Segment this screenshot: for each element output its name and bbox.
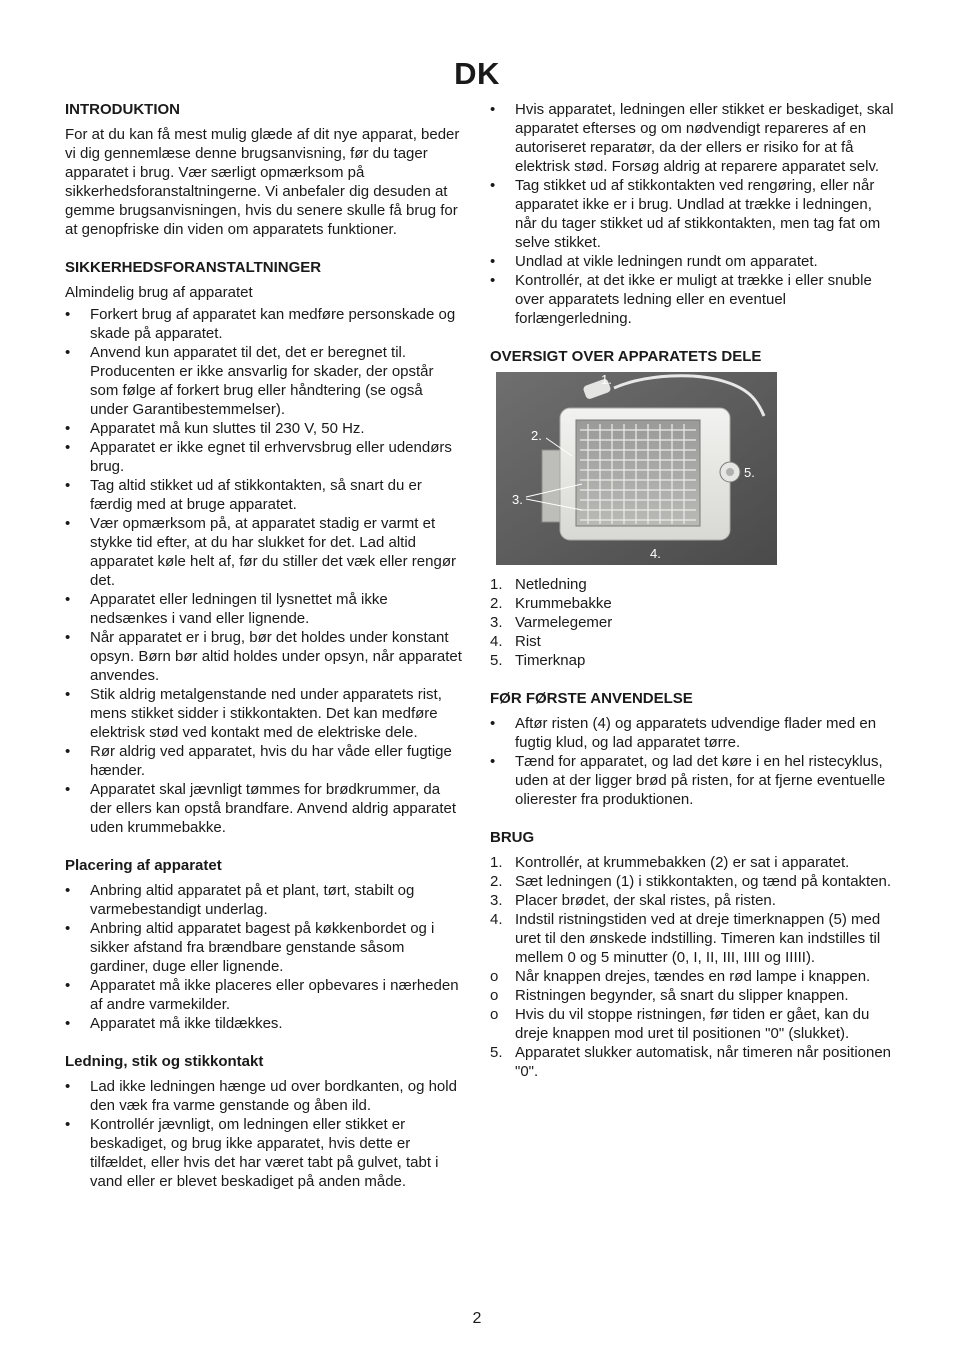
toaster-photo bbox=[496, 372, 777, 565]
list-item: • Hvis apparatet, ledningen eller stikket er beskadiget, skal apparatet efterses og om nødvendigt repareres af en autoriseret reparatør, da der ellers er risiko for at få elektrisk stød. Forsøg aldrig at reparere apparatet selv. bbox=[490, 100, 895, 176]
list-marker: 2. bbox=[490, 873, 503, 890]
right-column bbox=[490, 100, 895, 1081]
list-item: • Vær opmærksom på, at apparatet stadig er varmt et stykke tid efter, at du har slukket for det. Lad altid apparatet køle helt af, før du stiller det væk eller rengør det. bbox=[65, 514, 465, 590]
page-number: 2 bbox=[472, 1310, 482, 1327]
list-item bbox=[490, 1043, 895, 1081]
list-item: • Apparatet må ikke placeres eller opbevares i nærheden af andre varmekilder. bbox=[65, 976, 465, 1014]
list-text: Apparatet slukker automatisk, når timeren når positionen "0". bbox=[515, 1044, 892, 1080]
list-item: • Anbring altid apparatet bagest på køkkenbordet og i sikker afstand fra brændbare genstande såsom gardiner, duge eller lignende. bbox=[65, 919, 465, 976]
placement-title: Placering af apparatet bbox=[65, 857, 222, 874]
list-item bbox=[490, 891, 895, 910]
list-marker: o bbox=[490, 968, 499, 985]
list-item: • Anbring altid apparatet på et plant, tørt, stabilt og varmebestandigt underlag. bbox=[65, 881, 465, 919]
list-number: 2. bbox=[490, 595, 503, 612]
usage-title: BRUG bbox=[490, 829, 535, 846]
list-number: 5. bbox=[490, 652, 503, 669]
list-item bbox=[490, 575, 895, 594]
list-item bbox=[490, 613, 895, 632]
safety-title: SIKKERHEDSFORANSTALTNINGER bbox=[65, 259, 322, 276]
list-item: • Forkert brug af apparatet kan medføre personskade og skade på apparatet. bbox=[65, 305, 465, 343]
list-item: • Apparatet eller ledningen til lysnettet må ikke nedsænkes i vand eller lignende. bbox=[65, 590, 465, 628]
list-item: • Aftør risten (4) og apparatets udvendige flader med en fugtig klud, og lad apparatet tørre. bbox=[490, 714, 895, 752]
list-item bbox=[490, 632, 895, 651]
parts-list bbox=[490, 575, 895, 670]
list-item: • Anvend kun apparatet til det, det er beregnet til. Producenten er ikke ansvarlig for skader, der opstår som følge af forkert brug eller håndtering (se også under Garantibestemmelser). bbox=[65, 343, 465, 419]
list-text: Sæt ledningen (1) i stikkontakten, og tænd på kontakten. bbox=[515, 873, 892, 890]
list-item: • Kontrollér, at det ikke er muligt at trække i eller snuble over apparatets ledning eller en eventuel forlængerledning. bbox=[490, 271, 895, 328]
placement-list bbox=[65, 881, 465, 1033]
list-text: Når knappen drejes, tændes en rød lampe i knappen. bbox=[515, 968, 871, 985]
list-marker: 5. bbox=[490, 1044, 503, 1061]
safety-subtitle: Almindelig brug af apparatet bbox=[65, 284, 253, 301]
list-marker: 4. bbox=[490, 911, 503, 928]
list-text: Krummebakke bbox=[515, 595, 612, 612]
list-item: • Tag altid stikket ud af stikkontakten, så snart du er færdig med at bruge apparatet. bbox=[65, 476, 465, 514]
list-text: Indstil ristningstiden ved at dreje timerknappen (5) med uret til den ønskede indstilling. Timeren kan indstilles til mellem 0 og 5 minutter (0, I, II, III, IIII og IIIII). bbox=[515, 911, 881, 966]
list-item bbox=[490, 967, 895, 986]
list-item: • Rør aldrig ved apparatet, hvis du har våde eller fugtige hænder. bbox=[65, 742, 465, 780]
first-use-title: FØR FØRSTE ANVENDELSE bbox=[490, 690, 693, 707]
list-item: • Tag stikket ud af stikkontakten ved rengøring, eller når apparatet ikke er i brug. Undlad at trække i ledningen, når du tager stikket ud af stikkontakten, men tag fat om selve stikket. bbox=[490, 176, 895, 252]
list-text: Ristningen begynder, så snart du slipper knappen. bbox=[515, 987, 849, 1004]
usage-list bbox=[490, 853, 895, 1081]
list-item bbox=[490, 651, 895, 670]
list-text: Kontrollér, at krummebakken (2) er sat i apparatet. bbox=[515, 854, 850, 871]
photo-label: 4. bbox=[650, 546, 661, 561]
list-number: 1. bbox=[490, 576, 503, 593]
list-number: 3. bbox=[490, 614, 503, 631]
list-marker: 1. bbox=[490, 854, 503, 871]
photo-label: 5. bbox=[744, 465, 755, 480]
list-text: Netledning bbox=[515, 576, 587, 593]
list-item: • Apparatet skal jævnligt tømmes for brødkrummer, da der ellers kan opstå brandfare. Anvend aldrig apparatet uden krummebakke. bbox=[65, 780, 465, 837]
list-text: Hvis du vil stoppe ristningen, før tiden er gået, kan du dreje knappen mod uret til positionen "0" (slukket). bbox=[515, 1006, 870, 1042]
parts-title: OVERSIGT OVER APPARATETS DELE bbox=[490, 348, 762, 365]
list-item bbox=[490, 853, 895, 872]
list-item bbox=[490, 594, 895, 613]
photo-label: 3. bbox=[512, 492, 523, 507]
list-text: Rist bbox=[515, 633, 541, 650]
cord-list-right bbox=[490, 100, 895, 328]
list-item: • Apparatet er ikke egnet til erhvervsbrug eller udendørs brug. bbox=[65, 438, 465, 476]
list-item: • Kontrollér jævnligt, om ledningen eller stikket er beskadiget, og brug ikke apparatet, hvis dette er tilfældet, eller hvis det har været tabt på gulvet, tabt i vand eller er blevet beskadiget på anden måde. bbox=[65, 1115, 465, 1191]
list-item: • Tænd for apparatet, og lad det køre i en hel ristecyklus, uden at der ligger brød på risten, for at fjerne eventuelle olierester fra produktionen. bbox=[490, 752, 895, 809]
list-item bbox=[490, 910, 895, 967]
list-item: • Når apparatet er i brug, bør det holdes under konstant opsyn. Børn bør altid holdes under opsyn, når apparatet anvendes. bbox=[65, 628, 465, 685]
cord-title: Ledning, stik og stikkontakt bbox=[65, 1053, 264, 1070]
photo-label: 1. bbox=[601, 372, 612, 387]
list-marker: o bbox=[490, 1006, 499, 1023]
list-item: • Undlad at vikle ledningen rundt om apparatet. bbox=[490, 252, 895, 271]
list-marker: 3. bbox=[490, 892, 503, 909]
list-item bbox=[490, 986, 895, 1005]
list-item bbox=[490, 872, 895, 891]
left-column bbox=[65, 100, 465, 1191]
list-text: Varmelegemer bbox=[515, 614, 613, 631]
first-use-list bbox=[490, 714, 895, 809]
cord-list-left bbox=[65, 1077, 465, 1191]
list-item: • Apparatet må ikke tildækkes. bbox=[65, 1014, 465, 1033]
intro-title: INTRODUKTION bbox=[65, 101, 180, 118]
list-number: 4. bbox=[490, 633, 503, 650]
safety-list bbox=[65, 305, 465, 837]
list-item: • Apparatet må kun sluttes til 230 V, 50 Hz. bbox=[65, 419, 465, 438]
list-text: Timerknap bbox=[515, 652, 586, 669]
list-text: Placer brødet, der skal ristes, på risten. bbox=[515, 892, 776, 909]
list-item: • Stik aldrig metalgenstande ned under apparatets rist, mens stikket sidder i stikkontakten. Det kan medføre elektrisk stød ved kontakt med de elektriske dele. bbox=[65, 685, 465, 742]
list-marker: o bbox=[490, 987, 499, 1004]
intro-text: For at du kan få mest mulig glæde af dit nye apparat, beder vi dig gennemlæse denne brugsanvisning, før du tager apparatet i brug. Vær særligt opmærksom på sikkerhedsforanstaltningerne. Vi anbefaler dig desuden at gemme brugsanvisningen, hvis du senere skulle få brug for at genopfriske din viden om apparatets funktioner. bbox=[65, 126, 460, 238]
timer-knob-center bbox=[726, 468, 734, 476]
language-heading: DK bbox=[454, 56, 500, 91]
photo-label: 2. bbox=[531, 428, 542, 443]
list-item: • Lad ikke ledningen hænge ud over bordkanten, og hold den væk fra varme genstande og åben ild. bbox=[65, 1077, 465, 1115]
list-item bbox=[490, 1005, 895, 1043]
